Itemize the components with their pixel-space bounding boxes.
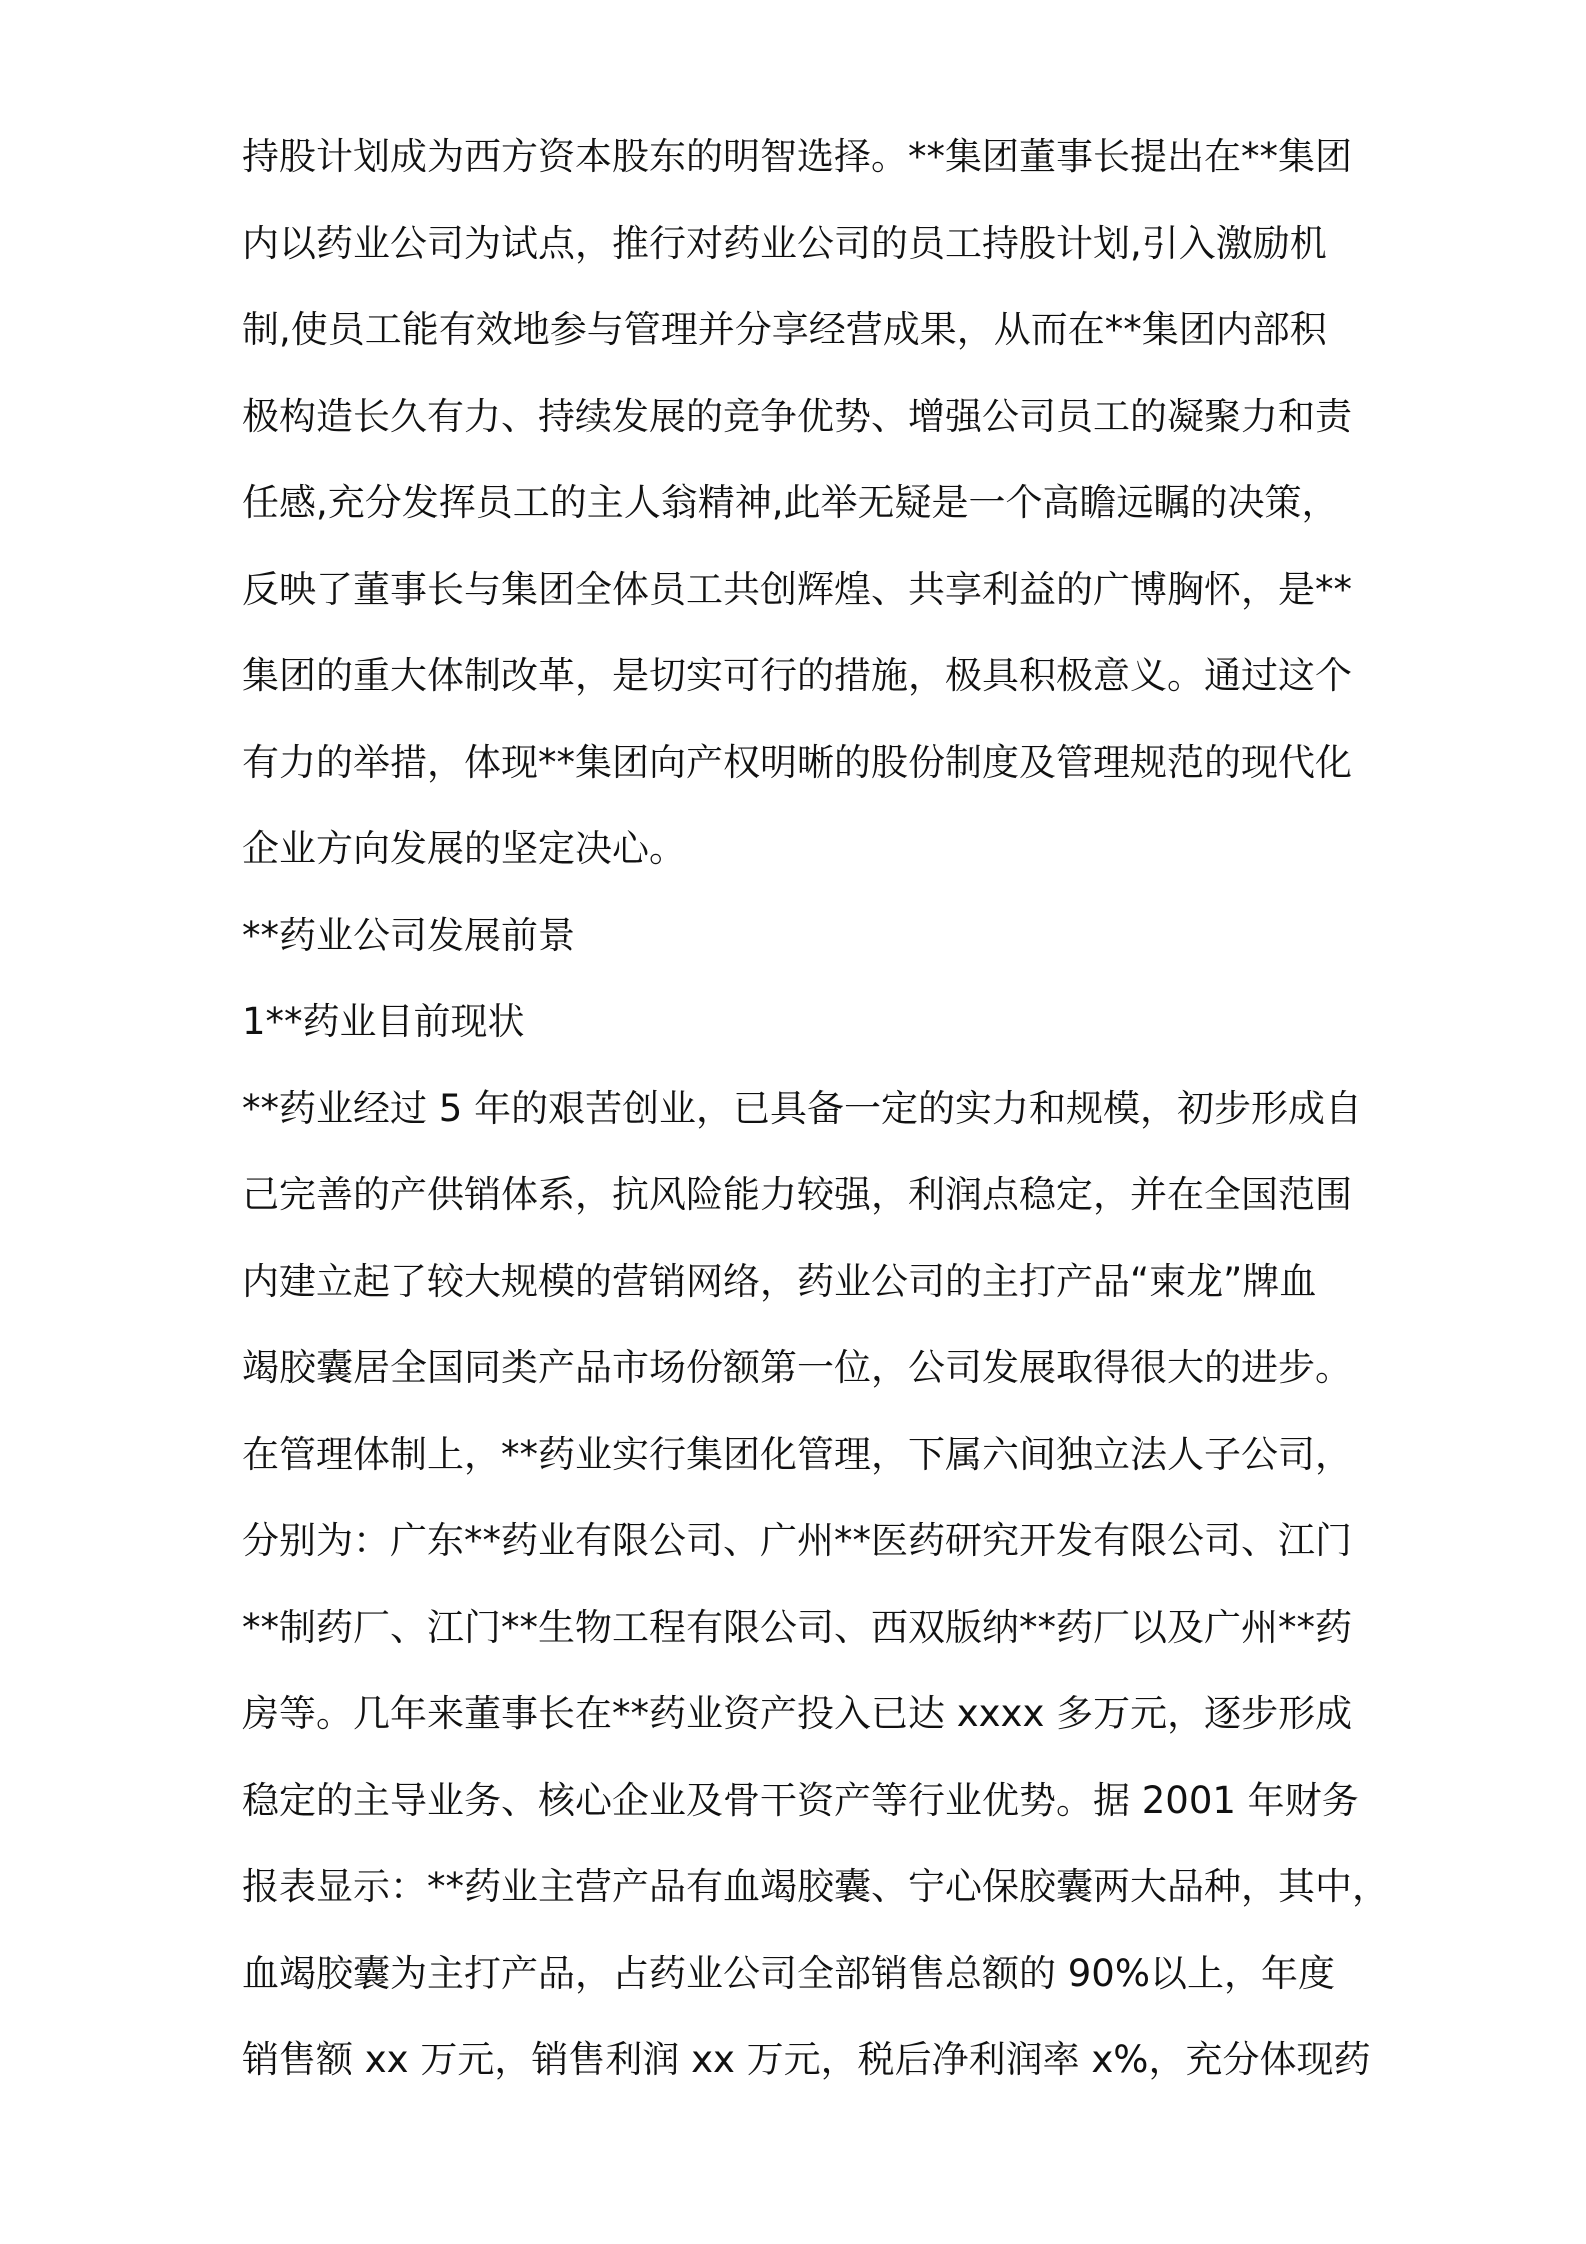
text-line: 企业方向发展的坚定决心。 <box>242 827 686 870</box>
text-line: 销售额 xx 万元，销售利润 xx 万元，税后净利润率 x%，充分体现药 <box>242 2038 1371 2081</box>
text-line: 反映了董事长与集团全体员工共创辉煌、共享利益的广博胸怀，是** <box>242 567 1352 611</box>
text-line: 稳定的主导业务、核心企业及骨干资产等行业优势。据 2001 年财务 <box>242 1778 1359 1822</box>
text-line: 在管理体制上，**药业实行集团化管理，下属六间独立法人子公司， <box>242 1432 1352 1476</box>
text-line: **药业经过 5 年的艰苦创业，已具备一定的实力和规模，初步形成自 <box>242 1086 1363 1130</box>
text-line: 分别为：广东**药业有限公司、广州**医药研究开发有限公司、江门 <box>242 1519 1352 1562</box>
text-line: 报表显示：**药业主营产品有血竭胶囊、宁心保胶囊两大品种，其中， <box>242 1865 1389 1908</box>
text-line: 血竭胶囊为主打产品，占药业公司全部销售总额的 90%以上，年度 <box>242 1951 1335 1995</box>
section-heading: **药业公司发展前景 <box>242 913 575 957</box>
text-line: 有力的举措，体现**集团向产权明晰的股份制度及管理规范的现代化 <box>242 740 1352 784</box>
text-line: 内以药业公司为试点，推行对药业公司的员工持股计划,引入激励机 <box>242 221 1327 265</box>
text-line: **制药厂、江门**生物工程有限公司、西双版纳**药厂以及广州**药 <box>242 1605 1352 1649</box>
text-line: 制,使员工能有效地参与管理并分享经营成果，从而在**集团内部积 <box>242 308 1327 351</box>
text-line: 任感,充分发挥员工的主人翁精神,此举无疑是一个高瞻远瞩的决策， <box>242 481 1339 524</box>
text-line: 内建立起了较大规模的营销网络，药业公司的主打产品“柬龙”牌血 <box>242 1259 1317 1303</box>
text-line: 持股计划成为西方资本股东的明智选择。**集团董事长提出在**集团 <box>242 135 1352 178</box>
text-line: 房等。几年来董事长在**药业资产投入已达 xxxx 多万元，逐步形成 <box>242 1692 1353 1735</box>
text-line: 己完善的产供销体系，抗风险能力较强，利润点稳定，并在全国范围 <box>242 1173 1352 1216</box>
subsection-heading: 1**药业目前现状 <box>242 1000 525 1043</box>
text-line: 极构造长久有力、持续发展的竞争优势、增强公司员工的凝聚力和责 <box>242 394 1352 438</box>
text-line: 集团的重大体制改革，是切实可行的措施，极具积极意义。通过这个 <box>242 654 1352 697</box>
document-body <box>242 114 1389 2104</box>
text-line: 竭胶囊居全国同类产品市场份额第一位，公司发展取得很大的进步。 <box>242 1346 1352 1389</box>
